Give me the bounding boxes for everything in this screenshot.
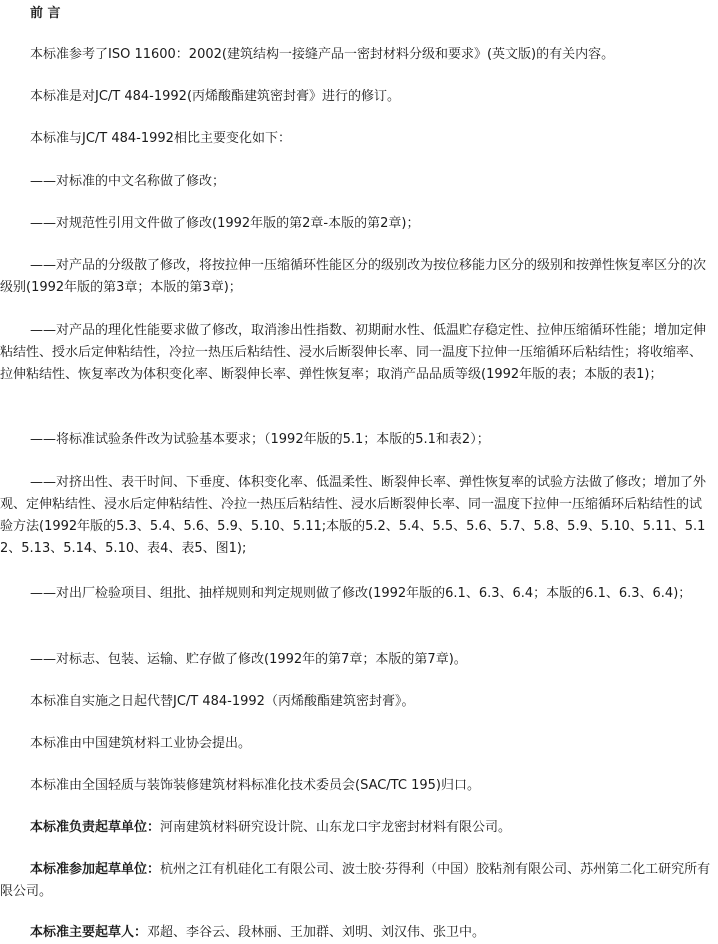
paragraph: ——对出厂检验项目、组批、抽样规则和判定规则做了修改(1992年版的6.1、6.3、6.4；本版的6.1、6.3、6.4)； [30, 586, 692, 601]
section-heading: 前 言 [30, 6, 61, 21]
credit-main-drafters [0, 922, 712, 944]
paragraph: ——对产品的理化性能要求做了修改，取消渗出性指数、初期耐水性、低温贮存稳定性、拉伸压缩循环性能；增加定伸粘结性、授水后定伸粘结性，冷拉一热压后粘结性、浸水后断裂伸长率、同一温度下拉伸一压缩循环后粘结性；将收缩率、拉伸粘结性、恢复率改为体积变化率、断裂伸长率、弹性恢复率；取消产品品质等级(1992年版的表；本版的表1)； [0, 323, 707, 382]
paragraph: ——将标准试验条件改为试验基本要求；（1992年版的5.1；本版的5.1和表2）； [30, 432, 490, 447]
credit-label: 本标准参加起草单位： [30, 862, 161, 877]
credit-value: 邓超、李谷云、段林丽、王加群、刘明、刘汉伟、张卫中。 [147, 925, 486, 940]
credit-value: 河南建筑材料研究设计院、山东龙口宇龙密封材料有限公司。 [160, 820, 512, 835]
credit-value: 杭州之江有机硅化工有限公司、波士胶·芬得利（中国）胶粘剂有限公司、苏州第二化工研究所有限公司。 [0, 862, 711, 899]
credit-label: 本标准负责起草单位： [30, 820, 161, 835]
paragraph: 本标准参考了ISO 11600：2002(建筑结构一接缝产品一密封材料分级和要求》(英文版)的有关内容。 [30, 47, 615, 62]
paragraph: ——对标志、包装、运输、贮存做了修改(1992年的第7章；本版的第7章)。 [30, 652, 467, 667]
paragraph: 本标准自实施之日起代替JC/T 484-1992（丙烯酸酯建筑密封膏》。 [30, 694, 415, 709]
credit-participating-units [0, 859, 712, 903]
credit-label: 本标准主要起草人： [30, 925, 148, 940]
paragraph: 本标准是对JC/T 484-1992(丙烯酸酯建筑密封膏》进行的修订。 [30, 89, 401, 104]
paragraph: 本标准由全国轻质与装饰装修建筑材料标准化技术委员会(SAC/TC 195)归口。 [30, 778, 480, 793]
paragraph: ——对规范性引用文件做了修改(1992年版的第2章-本版的第2章)； [30, 216, 420, 231]
paragraph: 本标准由中国建筑材料工业协会提出。 [30, 736, 252, 751]
paragraph: ——对挤出性、表干时间、下垂度、体积变化率、低温柔性、断裂伸长率、弹性恢复率的试验方法做了修改；增加了外观、定伸粘结性、浸水后定伸粘结性、冷拉一热压后粘结性、浸水后断裂伸长率、同一温度下拉伸一压缩循环后粘结性的试验方法(1992年版的5.3、5.4、5.6、5.9、5.10、5.11;本版的5.2、5.4、5.5、5.6、5.7、5.8、5.9、5.10、5.11、5.12、5.13、5.14、5.10、表4、表5、图1); [0, 475, 707, 556]
paragraph: ——对产品的分级散了修改，将按拉伸一压缩循环性能区分的级别改为按位移能力区分的级别和按弹性恢复率区分的次级别(1992年版的第3章；本版的第3章)； [0, 258, 707, 295]
paragraph: ——对标准的中文名称做了修改； [30, 174, 226, 189]
credit-responsible-units [0, 817, 712, 839]
paragraph: 本标准与JC/T 484-1992相比主要变化如下： [30, 131, 291, 146]
